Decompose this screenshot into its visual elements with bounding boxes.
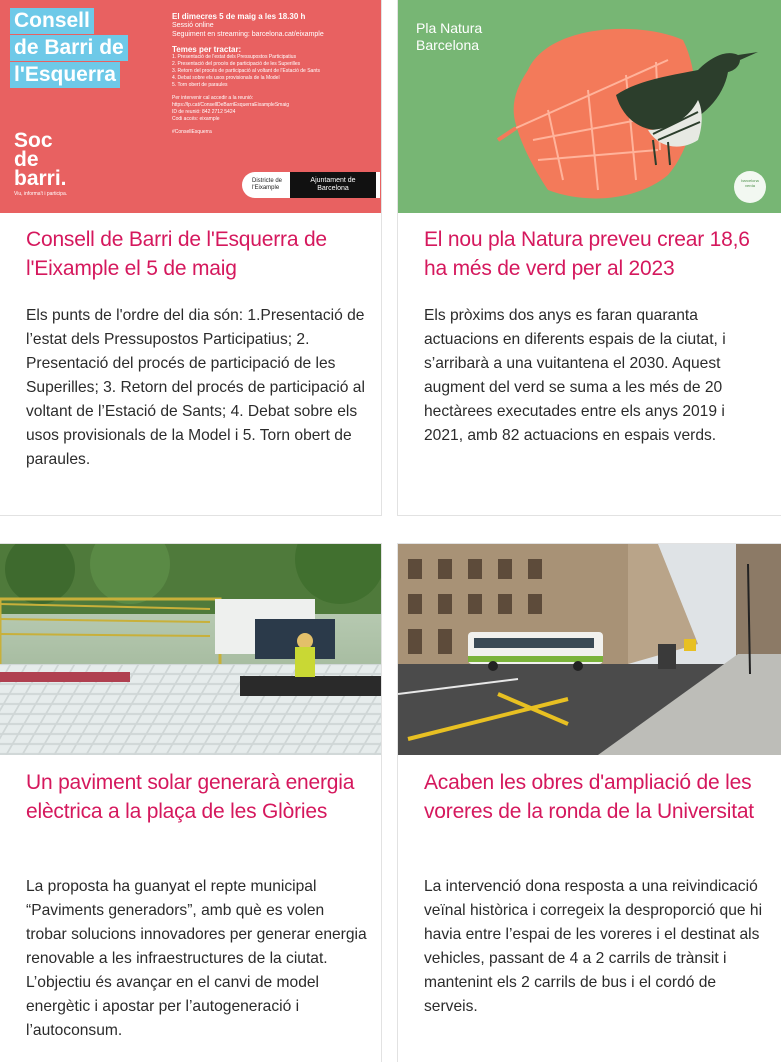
card-title-link[interactable]: Un paviment solar generarà energia elèctrica a la plaça de les Glòries <box>26 771 355 823</box>
card-title-link[interactable]: El nou pla Natura preveu crear 18,6 ha més de verd per al 2023 <box>424 228 750 280</box>
poster-access: Per intervenir cal accedir a la reunió: <box>172 95 254 101</box>
card-summary: La intervenció dona resposta a una reivindicació veïnal històrica i corregeix la desproporció que hi havia entre l’espai de les voreres i el destinat als vehicles, passant de 4 a 2 carrils de trànsit i mantenint els 2 carrils de bus i el cordó de serveis. <box>424 878 763 1015</box>
barcelona-logo <box>290 172 376 198</box>
poster-date: El dimecres 5 de maig a les 18.30 h <box>172 12 306 21</box>
poster-topic: 5. Torn obert de paraules <box>172 82 228 88</box>
poster-access: ID de reunió: 842 2712 5424 <box>172 109 236 115</box>
poster-topic: 4. Debat sobre els usos provisionals de la Model <box>172 75 280 81</box>
district-logo-text: Districte de l'Eixample <box>252 178 283 191</box>
city-logo-text: Ajuntament de Barcelona <box>310 177 356 192</box>
natura-title-line: Pla Natura <box>416 20 483 36</box>
street-photo <box>398 544 781 755</box>
news-card[interactable] <box>0 0 382 516</box>
poster-title <box>10 8 162 89</box>
card-title-link[interactable]: Acaben les obres d'ampliació de les voreres de la ronda de la Universitat <box>424 771 754 823</box>
news-card[interactable] <box>397 543 781 1062</box>
news-card[interactable] <box>397 0 781 516</box>
soc-tagline: Viu, informa't i participa. <box>14 191 68 197</box>
card-summary: Els pròxims dos anys es faran quaranta actuacions en diferents espais de la ciutat, i s’arribarà a una vuitantena el 2030. Aquest augment del verd se suma a les més de 20 hectàrees executades entre els anys 2019 i 2021, amb 82 actuacions en espais verds. <box>424 307 726 444</box>
soc-line: Soc <box>14 129 53 152</box>
poster-topics-heading: Temes per tractar: <box>172 45 242 54</box>
soc-line: barri. <box>14 167 67 190</box>
poster-title-line: Consell <box>10 8 94 34</box>
card-image[interactable] <box>0 544 381 755</box>
poster-access: Codi accés: eixample <box>172 116 220 122</box>
natura-title-line: Barcelona <box>416 37 480 53</box>
poster-session: Sessió online <box>172 22 214 29</box>
card-image[interactable] <box>398 0 781 213</box>
card-summary: Els punts de l'ordre del dia són: 1.Presentació de l’estat dels Pressupostos Participatius; 2. Presentació del procés de participació de les Superilles; 3. Retorn del procés de participació al voltant de l’Estació de Sants; 4. Debat sobre els usos provisionals de la Model i 5. Torn obert de paraules. <box>26 307 365 468</box>
poster-hashtag: #ConsellEsquerra <box>172 129 212 135</box>
card-title-link[interactable]: Consell de Barri de l'Esquerra de l'Eixample el 5 de maig <box>26 228 327 280</box>
consell-poster <box>0 0 381 213</box>
poster-topic: 3. Retorn del procés de participació al voltant de l'Estació de Sants <box>172 68 320 74</box>
barcelona-verda-badge: barcelona verda <box>741 178 759 188</box>
news-card[interactable] <box>0 543 382 1062</box>
poster-access: https://lp.cat/ConsellDeBarriEsquerraEixampleSmaig <box>172 102 289 108</box>
poster-topic: 1. Presentació de l'estat dels Pressupostos Participatius <box>172 54 297 60</box>
ajuntament-logo <box>242 172 380 198</box>
poster-streaming: Seguiment en streaming: barcelona.cat/eixample <box>172 31 324 38</box>
card-image[interactable] <box>398 544 781 755</box>
pla-natura-title <box>416 20 482 54</box>
pla-natura-illustration <box>398 0 781 213</box>
card-image[interactable] <box>0 0 381 213</box>
poster-title-line: de Barri de <box>10 35 128 61</box>
poster-topic: 2. Presentació del procés de participació de les Superilles <box>172 61 301 67</box>
poster-title-line: l'Esquerra <box>10 62 120 88</box>
solar-pavement-photo <box>0 544 381 755</box>
soc-de-barri-logo <box>14 131 67 188</box>
poster-info <box>172 12 377 136</box>
card-summary: La proposta ha guanyat el repte municipal “Paviments generadors”, amb què es volen trobar solucions innovadores per generar energia renovable a les infraestructures de la ciutat. L’objectiu és avançar en el canvi de model energètic i apostar per l’autogeneració i l’autoconsum. <box>26 878 367 1039</box>
soc-line: de <box>14 148 39 171</box>
